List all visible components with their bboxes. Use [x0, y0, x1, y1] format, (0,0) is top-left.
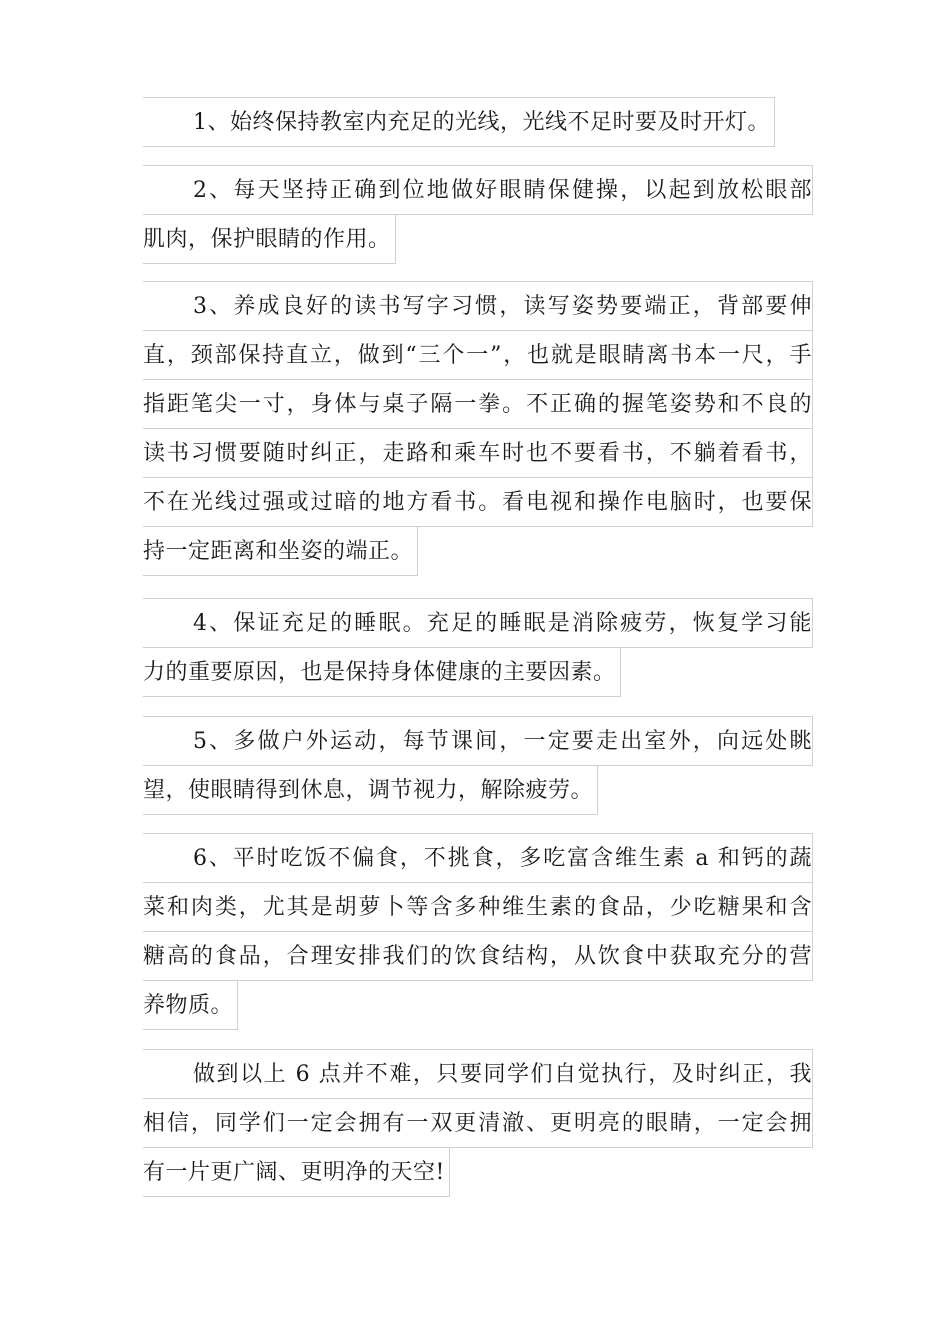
text-line: 3、养成良好的读书写字习惯，读写姿势要端正，背部要伸 — [143, 281, 813, 331]
text-line: 4、保证充足的睡眠。充足的睡眠是消除疲劳，恢复学习能 — [143, 598, 813, 648]
text-line: 2、每天坚持正确到位地做好眼睛保健操，以起到放松眼部 — [143, 165, 813, 215]
paragraph-3 — [143, 281, 813, 575]
text-line: 菜和肉类，尤其是胡萝卜等含多种维生素的食品，少吃糖果和含 — [143, 882, 813, 932]
text-line: 6、平时吃饭不偏食，不挑食，多吃富含维生素 a 和钙的蔬 — [143, 833, 813, 883]
text-line: 读书习惯要随时纠正，走路和乘车时也不要看书，不躺着看书， — [143, 428, 813, 478]
paragraph-7 — [143, 1049, 813, 1196]
paragraph-4 — [143, 598, 813, 696]
text-line: 1、始终保持教室内充足的光线，光线不足时要及时开灯。 — [143, 97, 775, 147]
paragraph-1 — [143, 97, 813, 146]
text-line: 相信，同学们一定会拥有一双更清澈、更明亮的眼睛，一定会拥 — [143, 1098, 813, 1148]
text-line: 直，颈部保持直立，做到“三个一”，也就是眼睛离书本一尺，手 — [143, 330, 813, 380]
text-line: 糖高的食品，合理安排我们的饮食结构，从饮食中获取充分的营 — [143, 931, 813, 981]
paragraph-2 — [143, 165, 813, 263]
text-line: 做到以上 6 点并不难，只要同学们自觉执行，及时纠正，我 — [143, 1049, 813, 1099]
text-line: 指距笔尖一寸，身体与桌子隔一拳。不正确的握笔姿势和不良的 — [143, 379, 813, 429]
text-line: 肌肉，保护眼睛的作用。 — [143, 214, 396, 264]
text-line: 望，使眼睛得到休息，调节视力，解除疲劳。 — [143, 765, 598, 815]
paragraph-6 — [143, 833, 813, 1029]
text-line: 持一定距离和坐姿的端正。 — [143, 526, 418, 576]
text-line: 5、多做户外运动，每节课间，一定要走出室外，向远处眺 — [143, 716, 813, 766]
paragraph-5 — [143, 716, 813, 814]
text-line: 力的重要原因，也是保持身体健康的主要因素。 — [143, 647, 621, 697]
text-line: 养物质。 — [143, 980, 238, 1030]
text-line: 不在光线过强或过暗的地方看书。看电视和操作电脑时，也要保 — [143, 477, 813, 527]
text-line: 有一片更广阔、更明净的天空! — [143, 1147, 450, 1197]
